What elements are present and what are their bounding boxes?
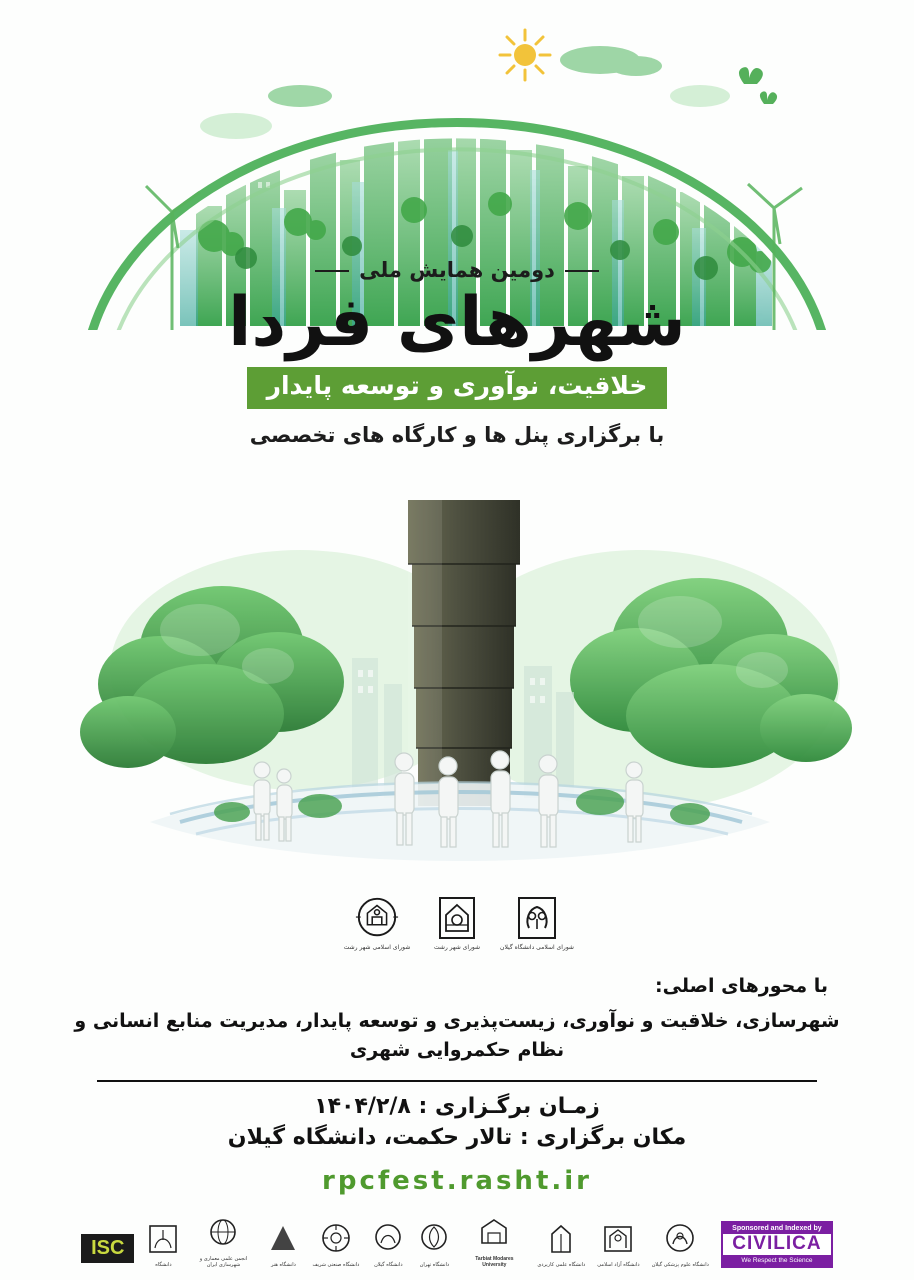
poster-kicker: دومین همایش ملی	[313, 258, 601, 282]
website-link[interactable]: rpcfest.rasht.ir	[322, 1165, 592, 1196]
page-title: شهرهای فردا	[228, 283, 686, 362]
sponsor-logo-6	[417, 1220, 451, 1268]
sponsor-logo-7	[371, 1220, 405, 1268]
sponsor-emblem-7-icon	[373, 1220, 403, 1260]
sun-icon	[498, 28, 552, 82]
organizer-caption-0: شورای اسلامی دانشگاه گیلان	[500, 944, 574, 951]
details-block	[0, 975, 914, 1196]
rasht-council-emblem-icon	[434, 895, 480, 941]
sponsor-logo-4	[537, 1220, 585, 1268]
sponsor-logo-11	[146, 1220, 180, 1268]
sponsor-logo-3	[597, 1220, 639, 1268]
sponsor-label-8: دانشگاه صنعتی شریف	[312, 1261, 360, 1268]
sharif-emblem-icon	[320, 1220, 352, 1260]
rasht-municipality-emblem-icon	[354, 895, 400, 941]
sponsor-label-7: دانشگاه گیلان	[374, 1261, 403, 1268]
sponsor-logo-9	[266, 1220, 300, 1268]
sponsor-emblem-3-icon	[601, 1220, 635, 1260]
organizer-caption-2: شورای اسلامی شهر رشت	[343, 944, 411, 951]
civilica-bottom-label: We Respect the Science	[723, 1255, 831, 1266]
sponsor-label-10: انجمن علمی معماری و شهرسازی ایران	[199, 1255, 248, 1268]
organizer-logos	[0, 895, 914, 951]
gilan-university-emblem-icon	[514, 895, 560, 941]
center-illustration	[0, 470, 914, 890]
date-line: زمـان برگـزاری : ۱۴۰۴/۲/۸	[314, 1093, 600, 1119]
sponsor-label-11: دانشگاه	[155, 1261, 172, 1268]
sponsor-tarbiat-modares	[463, 1214, 525, 1269]
poster-sub-note: با برگزاری پنل ها و کارگاه های تخصصی	[249, 423, 665, 448]
sponsor-isc[interactable]	[81, 1228, 134, 1268]
sponsor-emblem-11-icon	[146, 1220, 180, 1260]
organizer-logo-1	[425, 895, 489, 951]
sponsor-civilica[interactable]	[721, 1221, 833, 1268]
sponsor-label-4: دانشگاه علمی کاربردی	[537, 1261, 586, 1268]
organizer-logo-0	[500, 895, 574, 951]
tarbiat-modares-label: Tarbiat Modares University	[475, 1255, 514, 1268]
sponsor-label-3: دانشگاه آزاد اسلامی	[597, 1261, 640, 1268]
sponsor-emblem-6-icon	[419, 1220, 449, 1260]
axes-title: با محورهای اصلی:	[655, 975, 828, 997]
venue-line: مکان برگزاری : تالار حکمت، دانشگاه گیلان	[227, 1124, 687, 1150]
sponsor-logo-8	[312, 1220, 359, 1268]
sponsor-label-2: دانشگاه علوم پزشکی گیلان	[651, 1261, 709, 1268]
sponsor-logo-10	[192, 1214, 254, 1269]
tarbiat-modares-emblem-icon	[478, 1214, 510, 1254]
organizer-caption-1: شورای شهر رشت	[433, 944, 481, 951]
sponsor-emblem-4-icon	[546, 1220, 576, 1260]
sponsor-footer	[0, 1214, 914, 1269]
isc-label: ISC	[81, 1234, 134, 1263]
sponsor-emblem-10-icon	[207, 1214, 239, 1254]
organizer-logo-2	[345, 895, 409, 951]
civilica-top-label: Sponsored and Indexed by	[723, 1223, 831, 1234]
art-university-emblem-icon	[268, 1220, 298, 1260]
isc-wordmark	[81, 1228, 134, 1268]
divider	[97, 1080, 817, 1082]
title-block	[0, 258, 914, 447]
axes-text: شهرسازی، خلاقیت و نوآوری، زیست‌پذیری و توسعه پایدار، مدیریت منابع انسانی و نظام حکمروایی شهری	[74, 1010, 840, 1061]
civilica-wordmark: CIVILICA	[732, 1233, 822, 1255]
sponsor-logo-2	[652, 1220, 709, 1268]
sponsor-emblem-2-icon	[663, 1220, 697, 1260]
sponsor-label-6: دانشگاه تهران	[419, 1261, 450, 1268]
butterfly-icon	[739, 67, 777, 104]
poster-subtitle-bar: خلاقیت، نوآوری و توسعه پایدار	[247, 367, 668, 409]
sponsor-label-9: دانشگاه هنر	[271, 1261, 296, 1268]
